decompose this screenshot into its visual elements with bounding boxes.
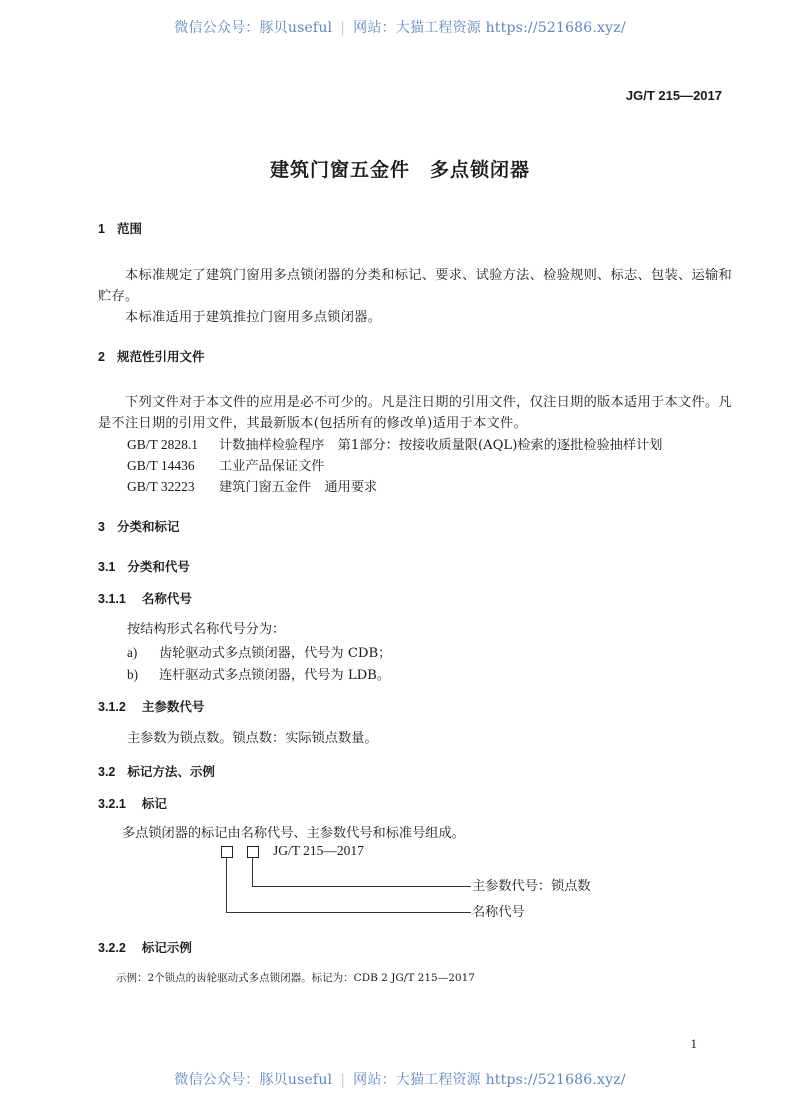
list-text: 齿轮驱动式多点锁闭器，代号为 CDB； xyxy=(159,646,392,661)
marking-example: 示例：2个锁点的齿轮驱动式多点锁闭器。标记为：CDB 2 JG/T 215—2017 xyxy=(116,972,475,984)
reference-item xyxy=(127,476,377,495)
watermark-site: 网站：大猫工程资源 https://521686.xyz/ xyxy=(353,1072,626,1088)
section-number: 1 xyxy=(98,222,105,236)
section-number: 3.2.2 xyxy=(98,941,126,955)
name-code-box xyxy=(221,846,233,858)
section-number: 3.1.1 xyxy=(98,592,126,606)
reference-code: GB/T 2828.1 xyxy=(127,437,199,452)
reference-item xyxy=(127,434,662,453)
param-code-label: 主参数代号：锁点数 xyxy=(472,879,591,894)
standard-code: JG/T 215—2017 xyxy=(625,88,722,103)
param-code-box xyxy=(247,846,259,858)
section-number: 3.2.1 xyxy=(98,797,126,811)
reference-code: GB/T 32223 xyxy=(127,479,195,494)
section-3-1-2-heading xyxy=(98,697,204,715)
list-item xyxy=(127,642,391,661)
section-3-1-2-text: 主参数为锁点数。锁点数：实际锁点数量。 xyxy=(127,731,378,746)
watermark-separator: | xyxy=(340,1072,346,1088)
reference-item xyxy=(127,455,325,474)
section-number: 3.1.2 xyxy=(98,700,126,714)
param-leader-vertical xyxy=(252,858,253,886)
page-number: 1 xyxy=(690,1036,697,1051)
list-item xyxy=(127,664,390,683)
section-3-2-1-text: 多点锁闭器的标记由名称代号、主参数代号和标准号组成。 xyxy=(122,826,465,841)
name-leader-vertical xyxy=(226,858,227,913)
section-title: 范围 xyxy=(116,221,142,236)
watermark-bottom xyxy=(0,1069,800,1089)
diagram-standard-code: JG/T 215—2017 xyxy=(273,843,364,858)
section-3-2-1-heading xyxy=(98,794,167,812)
document-title: 建筑门窗五金件 多点锁闭器 xyxy=(269,159,530,181)
section-title: 名称代号 xyxy=(141,591,192,606)
section-number: 3 xyxy=(98,520,105,534)
section-2-para-1: 下列文件对于本文件的应用是必不可少的。凡是注日期的引用文件，仅注日期的版本适用于本文件。凡是不注日期的引用文件，其最新版本(包括所有的修改单)适用于本文件。 xyxy=(98,395,732,431)
section-1-para-1: 本标准规定了建筑门窗用多点锁闭器的分类和标记、要求、试验方法、检验规则、标志、包装、运输和贮存。 xyxy=(98,268,732,304)
section-3-heading xyxy=(98,517,179,535)
section-number: 3.2 xyxy=(98,765,116,779)
watermark-wechat: 微信公众号：豚贝useful xyxy=(174,1072,333,1088)
list-marker: a) xyxy=(127,645,138,660)
list-marker: b) xyxy=(127,667,138,682)
section-1-para-2: 本标准适用于建筑推拉门窗用多点锁闭器。 xyxy=(125,310,382,325)
section-number: 2 xyxy=(98,350,105,364)
section-number: 3.1 xyxy=(98,560,116,574)
section-title: 标记示例 xyxy=(141,940,192,955)
watermark-site: 网站：大猫工程资源 https://521686.xyz/ xyxy=(353,20,626,36)
section-3-1-1-heading xyxy=(98,589,192,607)
list-text: 连杆驱动式多点锁闭器，代号为 LDB。 xyxy=(159,668,391,683)
section-title: 分类和标记 xyxy=(116,519,180,534)
section-title: 分类和代号 xyxy=(127,559,190,574)
name-code-label: 名称代号 xyxy=(472,905,525,920)
reference-title: 工业产品保证文件 xyxy=(219,459,325,474)
watermark-top xyxy=(0,17,800,37)
section-title: 主参数代号 xyxy=(141,699,205,714)
reference-title: 建筑门窗五金件 通用要求 xyxy=(219,480,378,495)
section-3-2-2-heading xyxy=(98,938,192,956)
section-title: 标记方法、示例 xyxy=(127,764,215,779)
reference-title: 计数抽样检验程序 第1部分：按接收质量限(AQL)检索的逐批检验抽样计划 xyxy=(219,438,663,453)
section-3-2-heading xyxy=(98,762,215,780)
section-title: 标记 xyxy=(141,796,167,811)
name-leader-horizontal xyxy=(226,912,471,913)
section-title: 规范性引用文件 xyxy=(116,349,205,364)
section-3-1-heading xyxy=(98,557,190,575)
section-2-heading xyxy=(98,347,204,365)
watermark-separator: | xyxy=(340,20,346,36)
section-3-1-1-intro: 按结构形式名称代号分为： xyxy=(127,622,286,637)
watermark-wechat: 微信公众号：豚贝useful xyxy=(174,20,333,36)
param-leader-horizontal xyxy=(252,886,471,887)
section-1-heading xyxy=(98,219,142,237)
reference-code: GB/T 14436 xyxy=(127,458,195,473)
